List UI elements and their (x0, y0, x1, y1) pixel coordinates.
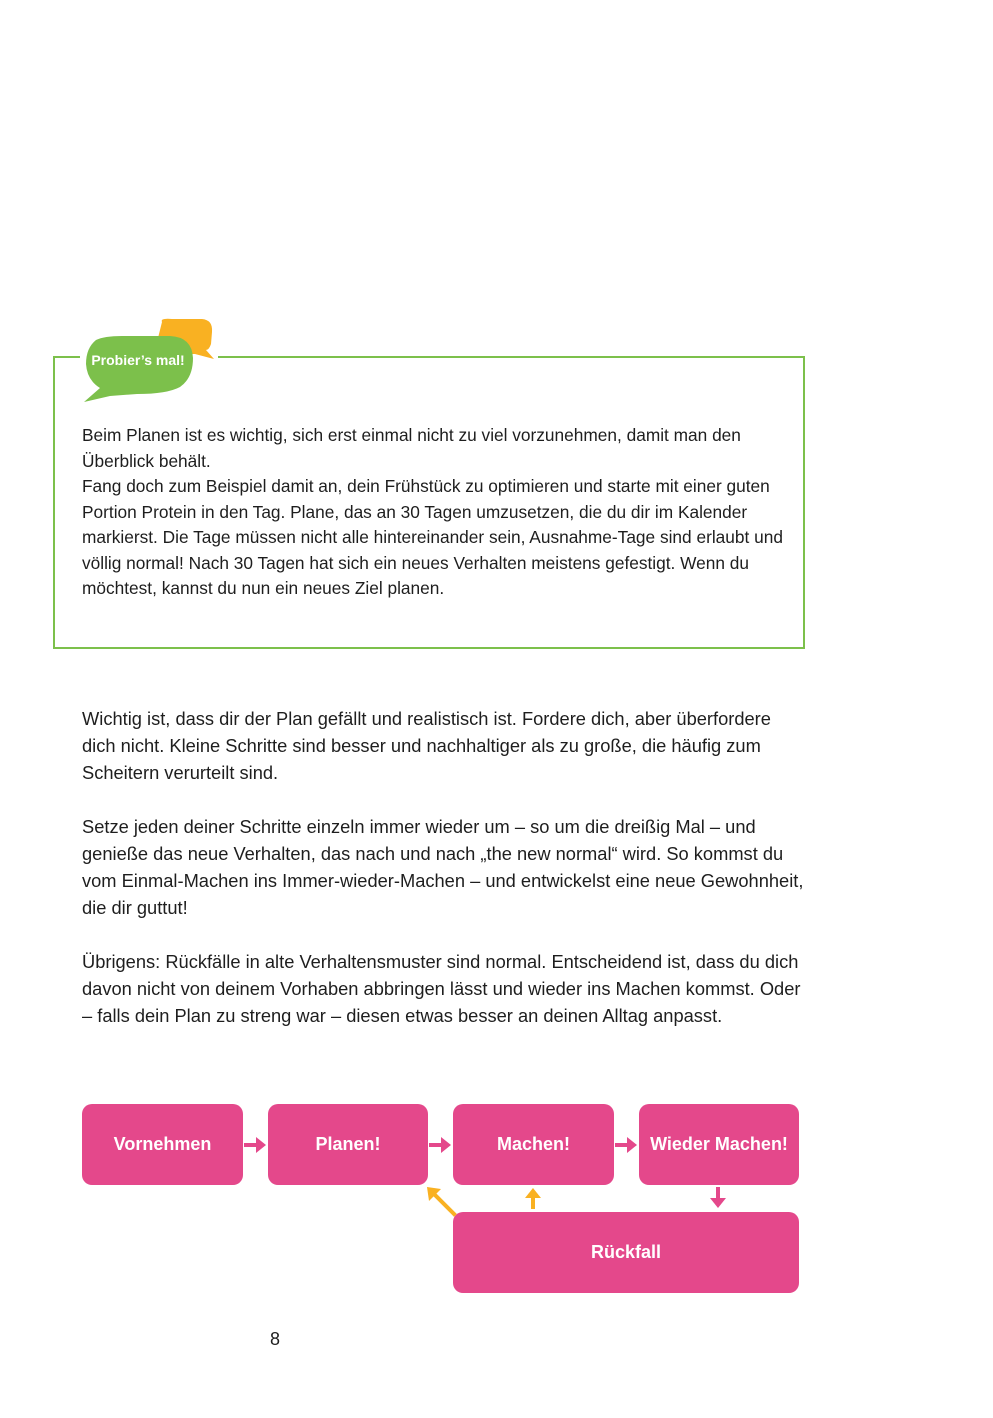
flow-step-planen: Planen! (268, 1104, 428, 1185)
flow-step-wieder-machen: Wieder Machen! (639, 1104, 799, 1185)
body-paragraph: Wichtig ist, dass dir der Plan gefällt und realistisch ist. Fordere dich, aber überfordere dich nicht. Kleine Schritte sind besser und nachhaltiger als zu große, die häufig zum Scheitern verurteilt sind. (82, 708, 771, 783)
flow-step-machen: Machen! (453, 1104, 614, 1185)
tip-badge-label: Probier’s mal! (91, 352, 185, 368)
body-text (82, 705, 806, 1056)
arrow-down-icon (707, 1187, 729, 1211)
flow-step-rueckfall: Rückfall (453, 1212, 799, 1293)
arrow-right-icon (615, 1134, 639, 1156)
body-paragraph: Übrigens: Rückfälle in alte Verhaltensmuster sind normal. Entscheidend ist, dass du dich davon nicht von deinem Vorhaben abbringen lässt und wieder ins Machen kommst. Oder – falls dein Plan zu streng war – diesen etwas besser an deinen Alltag anpasst. (82, 951, 801, 1026)
tip-paragraph: Beim Planen ist es wichtig, sich erst einmal nicht zu viel vorzunehmen, damit man den Überblick behält. (82, 425, 741, 471)
green-bubble-icon (84, 336, 193, 402)
page-number: 8 (269, 1329, 280, 1349)
flow-step-vornehmen: Vornehmen (82, 1104, 243, 1185)
tip-text (82, 423, 792, 602)
tip-paragraph: Fang doch zum Beispiel damit an, dein Frühstück zu optimieren und starte mit einer guten Portion Protein in den Tag. Plane, das an 30 Tagen umzusetzen, die du dir im Kalender markierst. Die Tage müssen nicht alle hintereinander sein, Ausnahme-Tage sind erlaubt und völlig normal! Nach 30 Tagen hat sich ein neues Verhalten meistens gefestigt. Wenn du möchtest, kannst du nun ein neues Ziel planen. (82, 476, 783, 598)
body-paragraph: Setze jeden deiner Schritte einzeln immer wieder um – so um die dreißig Mal – und genieße das neue Verhalten, das nach und nach „the new normal“ wird. So kommst du vom Einmal-Machen ins Immer-wieder-Machen – und entwickelst eine neue Gewohnheit, die dir guttut! (82, 816, 804, 918)
arrow-up-icon (522, 1187, 544, 1211)
arrow-right-icon (244, 1134, 268, 1156)
arrow-diagonal-icon (424, 1184, 458, 1218)
arrow-right-icon (429, 1134, 453, 1156)
